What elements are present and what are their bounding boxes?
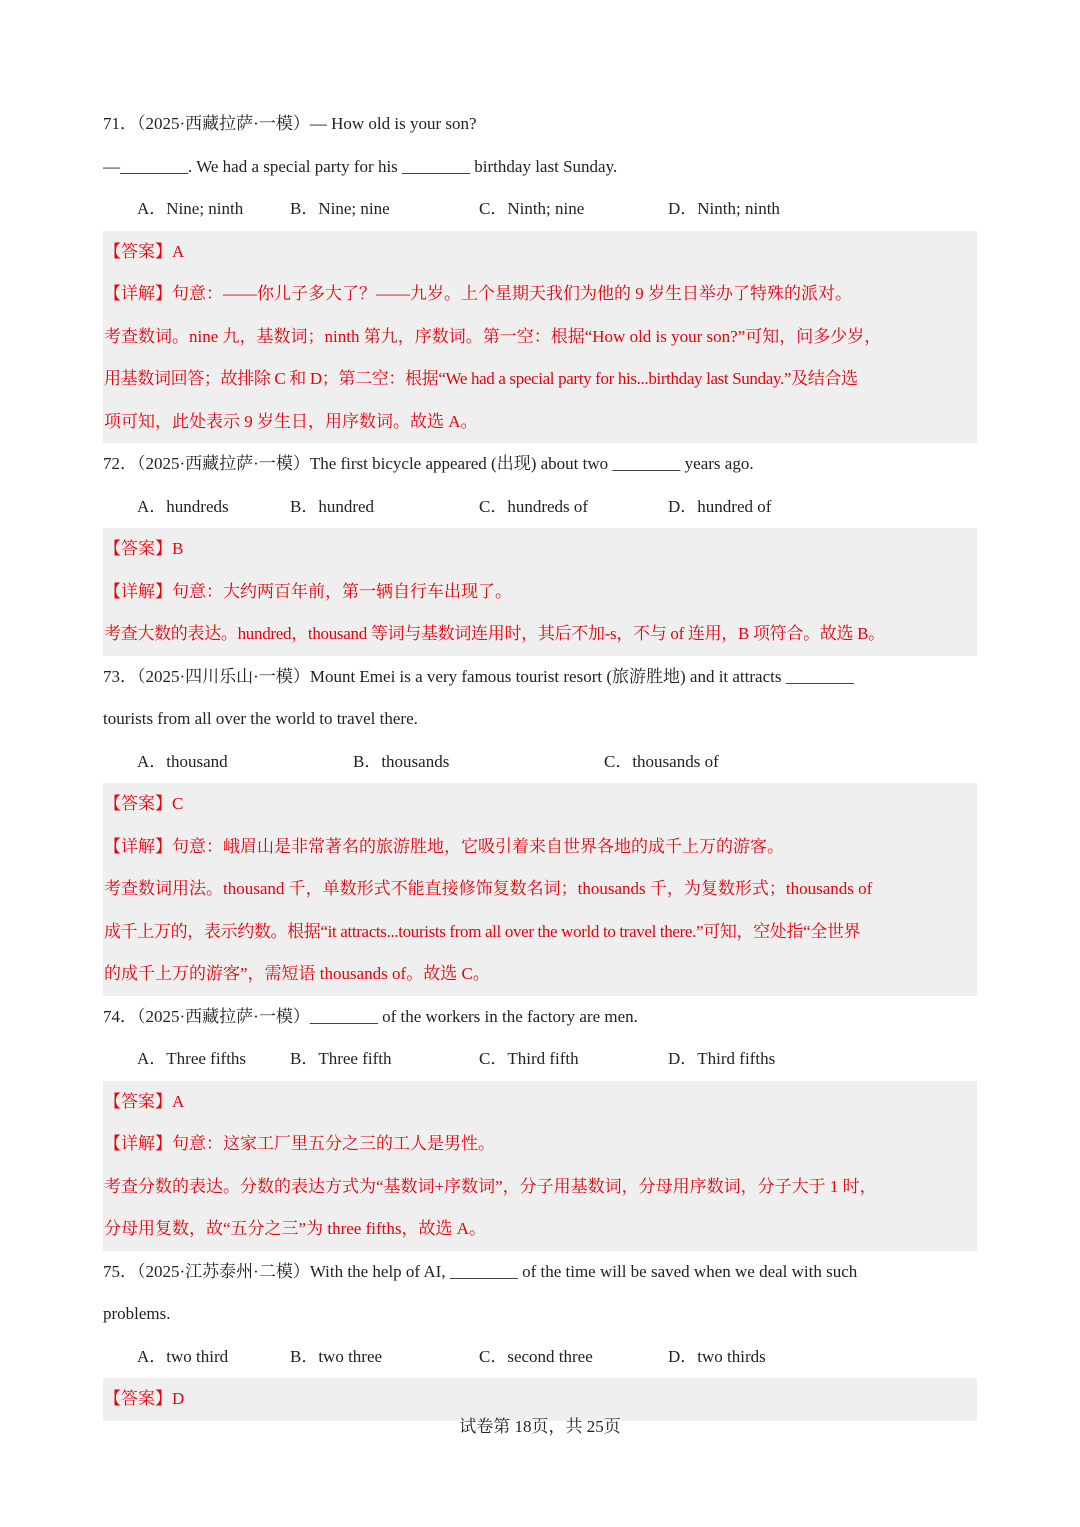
option-c: C．hundreds of (479, 496, 589, 516)
answer-block (103, 231, 977, 444)
answer-line: 【答案】A (104, 1091, 185, 1111)
question-stem: tourists from all over the world to travel there. (103, 709, 418, 728)
option-c: C．second three (479, 1346, 593, 1366)
options-row (103, 188, 977, 231)
question-stem: —________. We had a special party for his ________ birthday last Sunday. (103, 156, 618, 176)
answer-line: 【答案】C (104, 794, 184, 813)
answer-block (103, 783, 977, 996)
explanation-line: 项可知，此处表示 9 岁生日，用序数词。故选 A。 (104, 411, 478, 431)
explanation-line: 考查分数的表达。分数的表达方式为“基数词+序数词”，分子用基数词，分母用序数词，分子大于 1 时， (104, 1176, 877, 1196)
option-a: A．two third (137, 1346, 229, 1366)
question-list (103, 103, 977, 1421)
option-d: D．Ninth; ninth (668, 199, 780, 218)
question-stem: 74．（2025·西藏拉萨·一模）________ of the workers in the factory are men. (103, 1006, 638, 1026)
option-b: B．Nine; nine (290, 199, 390, 218)
question-stem: 71．（2025·西藏拉萨·一模）— How old is your son? (103, 114, 477, 133)
question-stem: 75．（2025·江苏泰州·二模）With the help of AI, ________ of the time will be saved when we deal with such (103, 1261, 858, 1281)
explanation-line: 分母用复数，故“五分之三”为 three fifths，故选 A。 (104, 1219, 486, 1238)
option-c: C．Third fifth (479, 1049, 579, 1068)
explanation-line: 【详解】句意：——你儿子多大了？——九岁。上个星期天我们为他的 9 岁生日举办了特殊的派对。 (104, 284, 852, 303)
option-d: D．two thirds (668, 1346, 766, 1366)
options-row (103, 486, 977, 529)
explanation-line: 考查数词用法。thousand 千，单数形式不能直接修饰复数名词；thousands 千，为复数形式；thousands of (104, 879, 873, 898)
question-stem: 72．（2025·西藏拉萨·一模）The first bicycle appeared (出现) about two ________ years ago. (103, 454, 754, 473)
options-row (103, 1336, 977, 1379)
option-b: B．two three (290, 1346, 383, 1366)
answer-block (103, 1081, 977, 1251)
explanation-line: 【详解】句意：峨眉山是非常著名的旅游胜地，它吸引着来自世界各地的成千上万的游客。 (104, 836, 784, 856)
question-stem: 73．（2025·四川乐山·一模）Mount Emei is a very famous tourist resort (旅游胜地) and it attracts ________ (103, 666, 854, 686)
explanation-line: 【详解】句意：这家工厂里五分之三的工人是男性。 (104, 1134, 495, 1153)
option-a: A．thousand (137, 751, 228, 771)
option-d: D．hundred of (668, 496, 772, 516)
question-74 (103, 996, 977, 1251)
option-d: D．Third fifths (668, 1049, 776, 1068)
answer-line: 【答案】D (104, 1389, 185, 1408)
option-b: B．thousands (353, 751, 450, 771)
option-c: C．Ninth; nine (479, 199, 585, 218)
question-72 (103, 443, 977, 656)
question-71 (103, 103, 977, 443)
explanation-line: 考查数词。nine 九，基数词；ninth 第九，序数词。第一空：根据“How old is your son?”可知，问多少岁， (104, 326, 882, 346)
option-b: B．hundred (290, 496, 375, 516)
explanation-line: 【详解】句意：大约两百年前，第一辆自行车出现了。 (104, 581, 512, 601)
answer-block (103, 528, 977, 656)
option-a: A．Nine; ninth (137, 199, 244, 218)
explanation-line: 的成千上万的游客”，需短语 thousands of。故选 C。 (104, 964, 490, 983)
answer-line: 【答案】A (104, 241, 185, 261)
question-75 (103, 1251, 977, 1421)
option-a: A．Three fifths (137, 1049, 247, 1068)
option-b: B．Three fifth (290, 1049, 392, 1068)
question-stem: problems. (103, 1304, 171, 1323)
answer-line: 【答案】B (104, 539, 184, 558)
explanation-line: 用基数词回答；故排除 C 和 D；第二空：根据“We had a special party for his...birthday last Sunday.”及结合选 (104, 369, 858, 388)
page-footer: 试卷第 18页，共 25页 (459, 1417, 621, 1436)
option-c: C．thousands of (604, 751, 719, 771)
options-row (103, 1038, 977, 1081)
explanation-line: 成千上万的，表示约数。根据“it attracts...tourists from all over the world to travel there.”可知，空处指“全世界 (104, 921, 861, 941)
question-73 (103, 656, 977, 996)
option-a: A．hundreds (137, 496, 229, 516)
explanation-line: 考查大数的表达。hundred，thousand 等词与基数词连用时，其后不加-s，不与 of 连用，B 项符合。故选 B。 (104, 624, 885, 643)
options-row (103, 741, 977, 784)
